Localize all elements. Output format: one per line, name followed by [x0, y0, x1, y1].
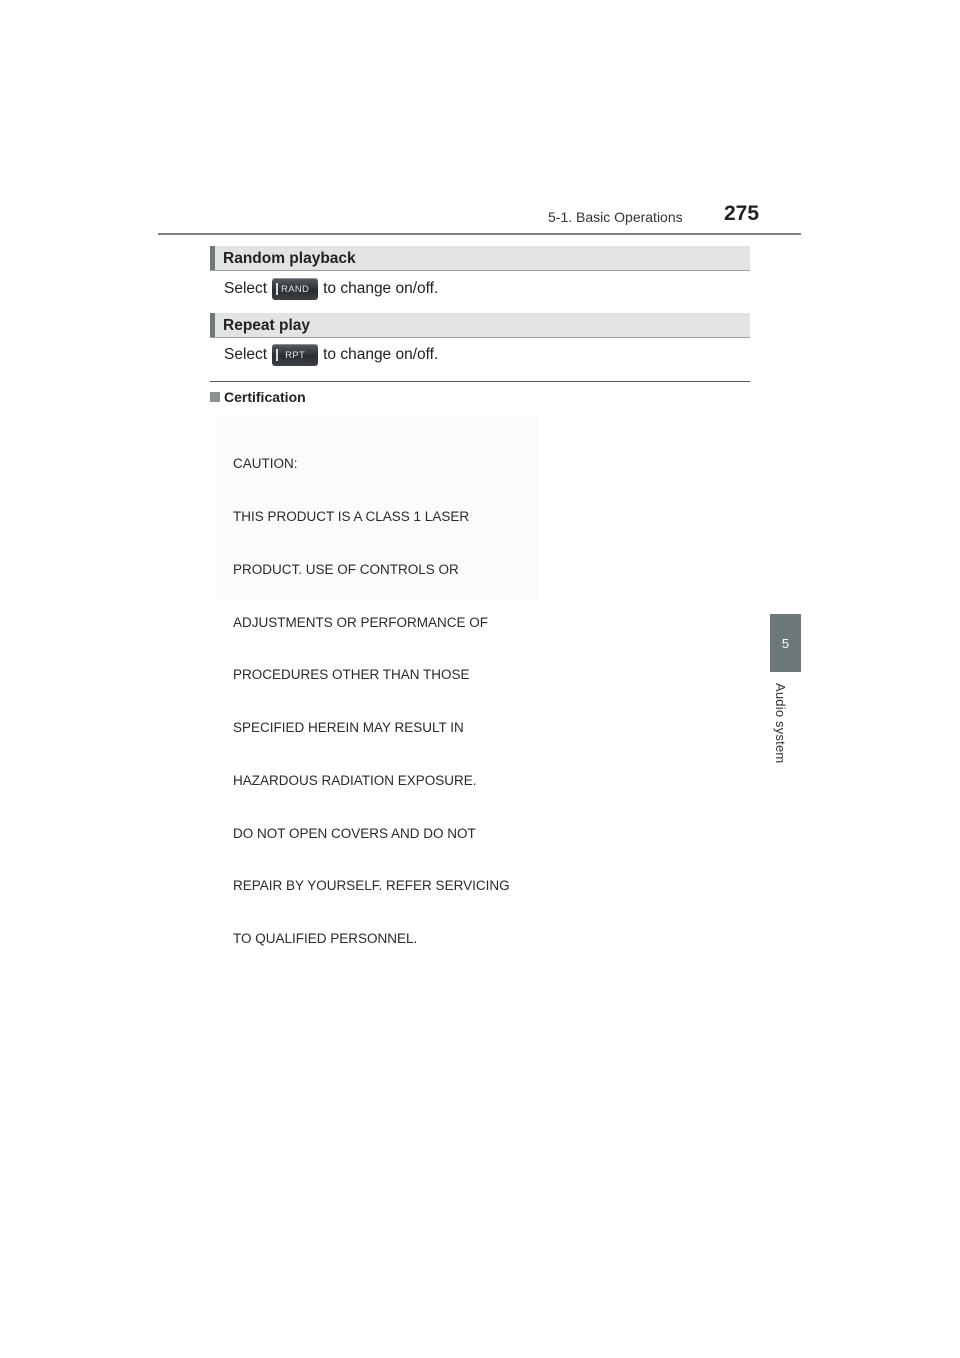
certification-heading [210, 389, 306, 405]
caution-line: PRODUCT. USE OF CONTROLS OR [233, 561, 459, 577]
laser-caution-label [216, 416, 538, 947]
caution-line: ADJUSTMENTS OR PERFORMANCE OF [233, 614, 489, 630]
caution-line: HAZARDOUS RADIATION EXPOSURE. [233, 772, 477, 788]
random-playback-instruction [224, 278, 438, 300]
heading-accent-bar [210, 246, 215, 270]
instruction-prefix: Select [224, 346, 268, 363]
caution-line: TO QUALIFIED PERSONNEL. [233, 931, 418, 947]
random-playback-heading [210, 246, 750, 271]
repeat-play-heading [210, 313, 750, 338]
repeat-play-instruction [224, 344, 438, 366]
caution-line: REPAIR BY YOURSELF. REFER SERVICING [233, 878, 510, 894]
heading-text: Repeat play [223, 317, 311, 334]
rpt-button [272, 344, 318, 366]
caution-line: PROCEDURES OTHER THAN THOSE [233, 667, 470, 683]
chapter-number: 5 [781, 635, 790, 651]
rand-button-label: RAND [281, 283, 310, 295]
caution-line: CAUTION: [233, 456, 298, 472]
rpt-button-label: RPT [285, 349, 306, 361]
section-title: 5-1. Basic Operations [548, 209, 683, 225]
heading-text: Random playback [223, 250, 356, 267]
square-bullet-icon [210, 392, 220, 402]
instruction-suffix: to change on/off. [323, 346, 439, 363]
instruction-prefix: Select [224, 280, 268, 297]
chapter-tab [770, 614, 801, 672]
caution-line: SPECIFIED HEREIN MAY RESULT IN [233, 720, 464, 736]
caution-line: THIS PRODUCT IS A CLASS 1 LASER [233, 508, 470, 524]
certification-heading-text: Certification [224, 389, 306, 405]
caution-line: DO NOT OPEN COVERS AND DO NOT [233, 825, 476, 841]
rand-button [272, 278, 318, 300]
header-divider [158, 233, 801, 235]
caution-text [233, 420, 510, 983]
instruction-suffix: to change on/off. [323, 280, 439, 297]
heading-accent-bar [210, 313, 215, 337]
page-number: 275 [724, 202, 760, 225]
chapter-label: Audio system [773, 683, 788, 764]
content-divider [210, 381, 750, 382]
